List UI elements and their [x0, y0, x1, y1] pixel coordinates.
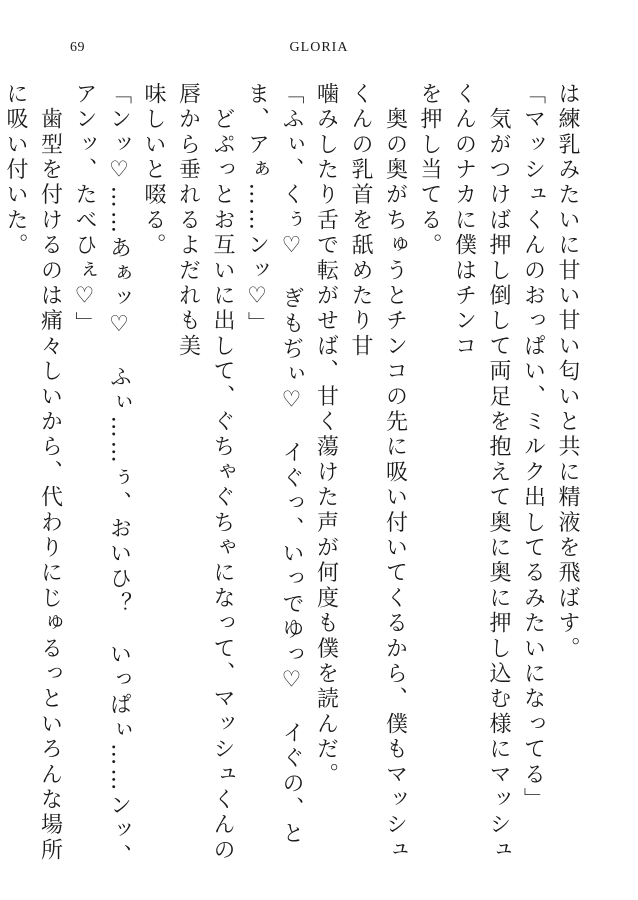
text-line: 「ふぃ、くぅ♡ ぎもぢぃ♡ イぐっ、いっでゆっ♡ イぐの、とま、アぁ……ンッ♡」 — [244, 82, 304, 847]
text-line: 気がつけば押し倒して両足を抱えて奥に奥に押し込む様にマッシュくんのナカに僕はチンコ — [451, 82, 511, 864]
text-line: 噛みしたり舌で転がせば、甘く蕩けた声が何度も僕を読んだ。 — [313, 82, 339, 788]
text-line: を押し当てる。 — [417, 82, 442, 259]
running-head: GLORIA — [289, 40, 349, 55]
text-line: 「ンッ♡……あぁッ♡ ふぃ……ぅ、おいひ？ いっぱぃ……ンッ、アンッ、たべひぇ♡」 — [72, 82, 132, 870]
text-line: 奥の奥がちゅうとチンコの先に吸い付いてくるから、僕もマッシュくんの乳首を舐めたり甘 — [348, 82, 408, 864]
text-line: どぷっとお互いに出して、ぐちゃぐちゃになって、マッシュくんの唇から垂れるよだれも美 — [175, 82, 235, 864]
text-line: は練乳みたいに甘い甘い匂いと共に精液を飛ばす。 — [555, 82, 580, 662]
text-line: 「マッシュくんのおっぱい、ミルク出してるみたいになってる」 — [520, 82, 546, 813]
body-text — [3, 82, 584, 882]
text-line: 歯型を付けるのは痛々しいから、代わりにじゅるっといろんな場所に吸い付いた。 — [3, 82, 63, 864]
page-number: 69 — [70, 40, 85, 55]
text-line: 味しいと啜る。 — [141, 82, 166, 259]
